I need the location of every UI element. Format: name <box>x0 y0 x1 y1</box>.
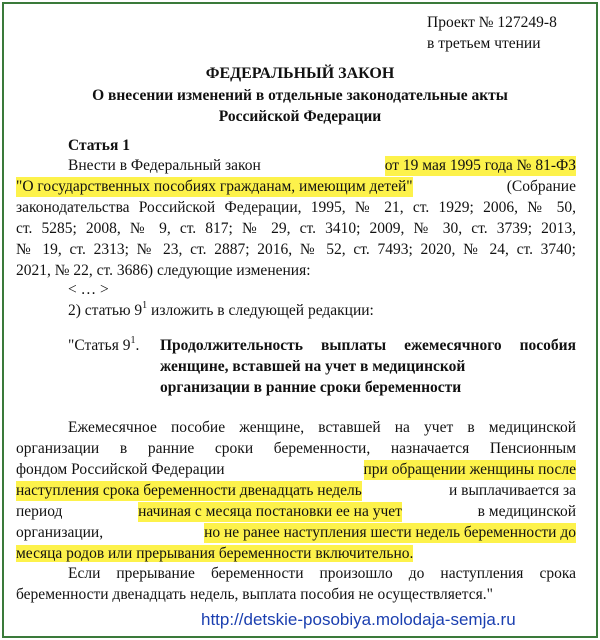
article9-label-post: . <box>135 337 140 354</box>
article9-label-sup: 1 <box>130 334 136 346</box>
reading-stage: в третьем чтении <box>427 35 541 52</box>
body-line4-text: и выплачивается за <box>448 482 576 499</box>
body-line6 <box>16 523 576 543</box>
law-date-highlight: от 19 мая 1995 года № 81-ФЗ <box>384 157 576 174</box>
law-name-highlight: "О государственных пособиях гражданам, имеющим детей" <box>16 178 413 195</box>
body-line5 <box>16 502 576 522</box>
body-line5-text2: в медицинской <box>477 503 576 520</box>
article9-label-pre: "Статья 9 <box>68 337 131 354</box>
article1-line2-text: (Собрание <box>506 178 576 195</box>
body-line6-text: организации, <box>16 524 104 541</box>
article1-line6: 2021, № 22, ст. 3686) следующие изменения: <box>16 262 311 279</box>
law-document <box>4 4 596 636</box>
body-line3-text: фондом Российской Федерации <box>16 461 225 478</box>
document-subtitle-line2: Российской Федерации <box>218 108 382 125</box>
body-line3 <box>16 460 576 480</box>
article1-heading: Статья 1 <box>68 137 130 154</box>
article1-line3: законодательства Российской Федерации, 1995, № 21, ст. 1929; 2006, № 50, <box>16 199 576 216</box>
item-2 <box>68 301 374 321</box>
six-weeks-highlight: но не ранее наступления шести недель беременности до <box>204 524 576 541</box>
article9-title-line2: женщине, вставшей на учет в медицинской <box>160 358 466 375</box>
until-birth-highlight: месяца родов или прерывания беременности включительно. <box>16 545 414 562</box>
document-frame <box>2 2 598 638</box>
article1-line1-text: Внести в Федеральный закон <box>68 157 261 174</box>
article9-title-line3: организации в ранние сроки беременности <box>160 379 462 396</box>
body-line2: организации в ранние сроки беременности, назначается Пенсионным <box>16 440 576 457</box>
body-line4 <box>16 481 576 501</box>
start-month-highlight: начиная с месяца постановки ее на учет <box>138 503 402 520</box>
document-title: ФЕДЕРАЛЬНЫЙ ЗАКОН <box>205 65 395 82</box>
omission-mark: < … > <box>68 281 109 298</box>
body-line7 <box>16 544 413 564</box>
item-2-sup: 1 <box>142 299 148 311</box>
application-condition-highlight: при обращении женщины после <box>363 461 576 478</box>
body-line5-text: период <box>16 503 63 520</box>
article9-label <box>68 336 139 356</box>
item-2-pre: 2) статью 9 <box>68 302 143 319</box>
twelve-weeks-highlight: наступления срока беременности двенадцать недель <box>16 482 362 499</box>
item-2-post: изложить в следующей редакции: <box>147 302 374 319</box>
article1-line4: ст. 5285; 2008, № 9, ст. 817; № 29, ст. 3410; 2009, № 30, ст. 3739; 2013, <box>16 220 576 237</box>
article1-line1 <box>68 156 576 176</box>
body-line1: Ежемесячное пособие женщине, вставшей на учет в медицинской <box>68 419 576 436</box>
body-line8: Если прерывание беременности произошло до наступления срока <box>68 565 576 582</box>
document-subtitle-line1: О внесении изменений в отдельные законодательные акты <box>92 87 508 104</box>
source-url-link[interactable]: http://detskie-posobiya.molodaja-semja.ru <box>201 610 516 629</box>
article1-line2 <box>16 177 576 197</box>
project-number: Проект № 127249-8 <box>427 14 557 31</box>
article9-title-line1: Продолжительность выплаты ежемесячного пособия <box>160 337 576 354</box>
article1-line5: № 19, ст. 2313; № 23, ст. 2887; 2016, № 52, ст. 7493; 2020, № 24, ст. 3740; <box>16 241 576 258</box>
body-line9: беременности двенадцать недель, выплата пособия не осуществляется." <box>16 586 493 603</box>
